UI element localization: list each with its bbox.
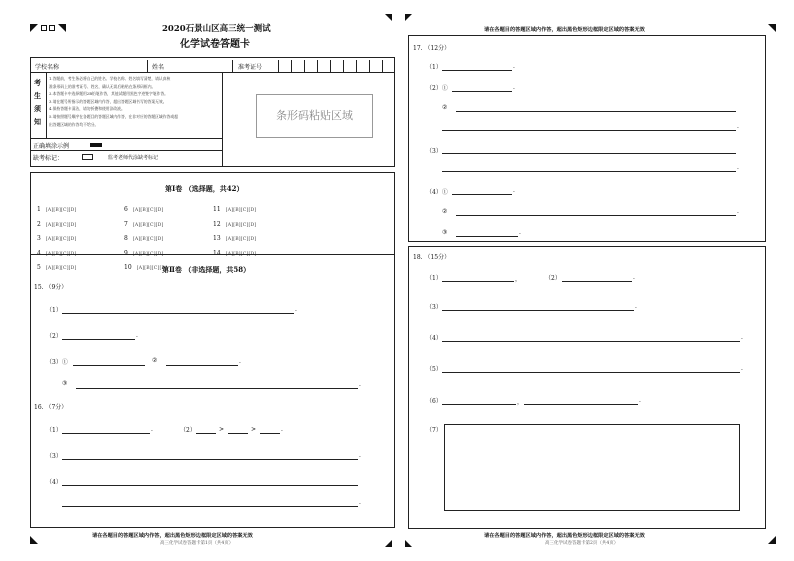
mc-row[interactable]: 9 [A][B][C][D] bbox=[124, 249, 164, 257]
q15-part-label: （1） bbox=[46, 307, 62, 314]
barcode-label: 条形码粘贴区域 bbox=[276, 109, 353, 122]
fill-example-label: 正确填涂示例 bbox=[33, 143, 70, 150]
period: . bbox=[737, 123, 739, 130]
period: . bbox=[281, 426, 283, 433]
mc-column bbox=[37, 201, 77, 274]
answer-line[interactable] bbox=[442, 130, 736, 131]
footer-warning: 请在各题目的答题区域内作答，超出黑色矩形边框限定区域的答案无效 bbox=[484, 533, 645, 539]
absent-label: 缺考标记： bbox=[33, 155, 64, 162]
answer-line[interactable] bbox=[166, 365, 238, 366]
period: . bbox=[239, 358, 241, 365]
q17-part-label: （2）① bbox=[426, 85, 448, 92]
mc-row[interactable]: 4 [A][B][C][D] bbox=[37, 249, 77, 257]
period: . bbox=[737, 208, 739, 215]
answer-line[interactable] bbox=[260, 433, 280, 434]
exam-id-digit[interactable] bbox=[278, 60, 292, 72]
mc-row[interactable]: 12 [A][B][C][D] bbox=[213, 220, 257, 228]
answer-line[interactable] bbox=[62, 433, 150, 434]
answer-line[interactable] bbox=[442, 372, 740, 373]
exam-id-digit[interactable] bbox=[317, 60, 331, 72]
footer-warning: 请在各题目的答题区域内作答，超出黑色矩形边框限定区域的答案无效 bbox=[92, 533, 253, 539]
answer-line[interactable] bbox=[196, 433, 216, 434]
period: . bbox=[359, 499, 361, 506]
divider bbox=[46, 72, 47, 138]
divider bbox=[222, 72, 223, 167]
answer-line[interactable] bbox=[62, 485, 358, 486]
period: . bbox=[639, 397, 641, 404]
answer-line[interactable] bbox=[456, 111, 736, 112]
period: . bbox=[295, 306, 297, 313]
answer-line[interactable] bbox=[452, 91, 512, 92]
notice-title: 考 生 须 知 bbox=[34, 78, 41, 126]
corner-marker bbox=[385, 540, 392, 547]
school-label: 学校名称 bbox=[35, 64, 60, 71]
divider bbox=[30, 72, 395, 73]
q17-part-label: （1） bbox=[426, 64, 442, 71]
absent-note: 监考老师代涂缺考标记 bbox=[108, 155, 159, 161]
answer-line[interactable] bbox=[442, 341, 740, 342]
period: . bbox=[737, 164, 739, 171]
q17-sub-label: ② bbox=[442, 208, 448, 215]
period: . bbox=[633, 274, 635, 281]
period: . bbox=[513, 187, 515, 194]
period: . bbox=[136, 332, 138, 339]
q15-sub-label: ② bbox=[152, 357, 158, 364]
mc-row[interactable]: 5 [A][B][C][D] bbox=[37, 264, 77, 272]
q17-part-label: （4）① bbox=[426, 189, 448, 196]
mc-row[interactable]: 14 [A][B][C][D] bbox=[213, 249, 257, 257]
gt-sign: > bbox=[219, 426, 225, 433]
q16-part-label: （4） bbox=[46, 479, 62, 486]
absent-checkbox[interactable] bbox=[82, 154, 93, 160]
divider bbox=[30, 150, 222, 151]
answer-line[interactable] bbox=[62, 459, 358, 460]
footer-page: 高三化学试卷答题卡第1页（共4页） bbox=[160, 541, 234, 546]
answer-line[interactable] bbox=[452, 194, 512, 195]
answer-line[interactable] bbox=[456, 215, 736, 216]
answer-line[interactable] bbox=[62, 506, 358, 507]
mc-row[interactable]: 7 [A][B][C][D] bbox=[124, 220, 164, 228]
period: . bbox=[359, 381, 361, 388]
q18-drawing-box[interactable] bbox=[444, 424, 740, 511]
mc-row[interactable]: 11 [A][B][C][D] bbox=[213, 206, 257, 213]
q17-part-label: （3） bbox=[426, 148, 442, 155]
answer-line[interactable] bbox=[62, 339, 135, 340]
mc-row[interactable]: 3 [A][B][C][D] bbox=[37, 235, 77, 243]
answer-line[interactable] bbox=[442, 153, 736, 154]
q18-part-label: （5） bbox=[426, 366, 442, 373]
part1-title: 第Ⅰ卷 （选择题，共42） bbox=[165, 184, 244, 193]
answer-line[interactable] bbox=[442, 171, 736, 172]
q16-part-label: （1） bbox=[46, 427, 62, 434]
card-title: 化学试卷答题卡 bbox=[180, 39, 250, 50]
barcode-area bbox=[256, 94, 373, 138]
corner-marker bbox=[30, 24, 38, 32]
corner-marker bbox=[58, 24, 66, 32]
exam-id-digit[interactable] bbox=[343, 60, 357, 72]
footer-page: 高三化学试卷答题卡第2页（共4页） bbox=[545, 541, 619, 546]
corner-marker bbox=[405, 14, 412, 21]
mc-row[interactable]: 1 [A][B][C][D] bbox=[37, 206, 77, 213]
answer-line[interactable] bbox=[73, 365, 145, 366]
answer-line[interactable] bbox=[562, 281, 632, 282]
period: . bbox=[151, 426, 153, 433]
q16-part-label: （2） bbox=[180, 427, 196, 434]
school-field[interactable] bbox=[30, 60, 148, 72]
answer-line[interactable] bbox=[442, 404, 516, 405]
period: . bbox=[635, 303, 637, 310]
corner-marker bbox=[41, 25, 47, 31]
period: . bbox=[741, 334, 743, 341]
answer-line[interactable] bbox=[524, 404, 638, 405]
period: . bbox=[741, 365, 743, 372]
exam-id-digit[interactable] bbox=[304, 60, 318, 72]
q17-sub-label: ② bbox=[442, 104, 448, 111]
q17-sub-label: ③ bbox=[442, 229, 448, 236]
exam-id-label: 准考证号 bbox=[238, 64, 263, 71]
comma: ， bbox=[517, 399, 524, 406]
q15-heading: 15. （9分） bbox=[34, 284, 68, 291]
comma: ， bbox=[515, 276, 522, 283]
exam-id-digit[interactable] bbox=[356, 60, 370, 72]
q17-heading: 17. （12分） bbox=[413, 45, 451, 52]
corner-marker bbox=[768, 24, 776, 32]
q16-part-label: （3） bbox=[46, 453, 62, 460]
exam-id-digit[interactable] bbox=[330, 60, 344, 72]
q15-sub-label: ③ bbox=[62, 380, 68, 387]
answer-line[interactable] bbox=[62, 313, 294, 314]
q18-part-label: （7） bbox=[426, 427, 442, 434]
period: . bbox=[513, 63, 515, 70]
answer-line[interactable] bbox=[442, 310, 634, 311]
q18-part-label: （6） bbox=[426, 398, 442, 405]
exam-id-digit[interactable] bbox=[369, 60, 383, 72]
q18-heading: 18. （15分） bbox=[413, 254, 451, 261]
answer-line[interactable] bbox=[442, 70, 512, 71]
q15-part-label: （3）① bbox=[46, 359, 68, 366]
corner-marker bbox=[49, 25, 55, 31]
q18-part-label: （3） bbox=[426, 304, 442, 311]
gt-sign: > bbox=[251, 426, 257, 433]
corner-marker bbox=[768, 536, 776, 544]
q18-part-label: （4） bbox=[426, 335, 442, 342]
exam-id-digit[interactable] bbox=[291, 60, 305, 72]
q18-part-label: （1） bbox=[426, 275, 442, 282]
q15-part-label: （2） bbox=[46, 333, 62, 340]
corner-marker bbox=[30, 536, 38, 544]
corner-marker bbox=[385, 14, 392, 21]
answer-line[interactable] bbox=[442, 281, 514, 282]
mc-row[interactable]: 13 [A][B][C][D] bbox=[213, 235, 257, 243]
corner-marker bbox=[405, 540, 412, 547]
exam-id-label-cell bbox=[232, 60, 279, 72]
answer-line[interactable] bbox=[456, 236, 518, 237]
mc-row[interactable]: 10 [A][B][C][D] bbox=[124, 264, 168, 272]
exam-title: 2020石景山区高三统一测试 bbox=[162, 24, 271, 34]
mc-row[interactable]: 8 [A][B][C][D] bbox=[124, 235, 164, 243]
mc-column bbox=[213, 201, 256, 259]
fill-example-mark bbox=[90, 143, 102, 147]
name-label: 姓名 bbox=[152, 64, 165, 71]
mc-row[interactable]: 2 [A][B][C][D] bbox=[37, 220, 77, 228]
name-field[interactable] bbox=[147, 60, 233, 72]
header-warning: 请在各题目的答题区域内作答，超出黑色矩形边框限定区域的答案无效 bbox=[484, 27, 645, 33]
period: . bbox=[519, 229, 521, 236]
answer-area-q17 bbox=[408, 35, 766, 242]
divider bbox=[30, 138, 222, 139]
mc-row[interactable]: 6 [A][B][C][D] bbox=[124, 206, 164, 213]
divider bbox=[30, 254, 395, 255]
notice-list: 1.答题前，考生务必将自己的姓名、学校名称、姓名填写清楚，请认真核 准条形码上的准考证号、姓名，确认无误后粘贴在条形码框内。 2.本答题卡中选择题用2B铅笔作答，其他试题用黑色字迹签字笔作答。 3.请在题号所指示的答题区域内作答，超出答题区域书写的答案无效。 4.保持答题卡清洁，请勿折叠和使用涂改液。 5.请按照题号顺序在各题目的答题区域内作答，在非对应的答题区域作答或超 出答题区域的作答均不给分。 bbox=[49, 76, 178, 127]
part2-title: 第Ⅱ卷 （非选择题，共58） bbox=[162, 265, 251, 274]
q18-part-label: （2） bbox=[545, 275, 561, 282]
answer-line[interactable] bbox=[228, 433, 248, 434]
period: . bbox=[513, 84, 515, 91]
period: . bbox=[359, 452, 361, 459]
mc-column bbox=[124, 201, 167, 274]
answer-line[interactable] bbox=[76, 388, 358, 389]
q16-heading: 16. （7分） bbox=[34, 404, 68, 411]
